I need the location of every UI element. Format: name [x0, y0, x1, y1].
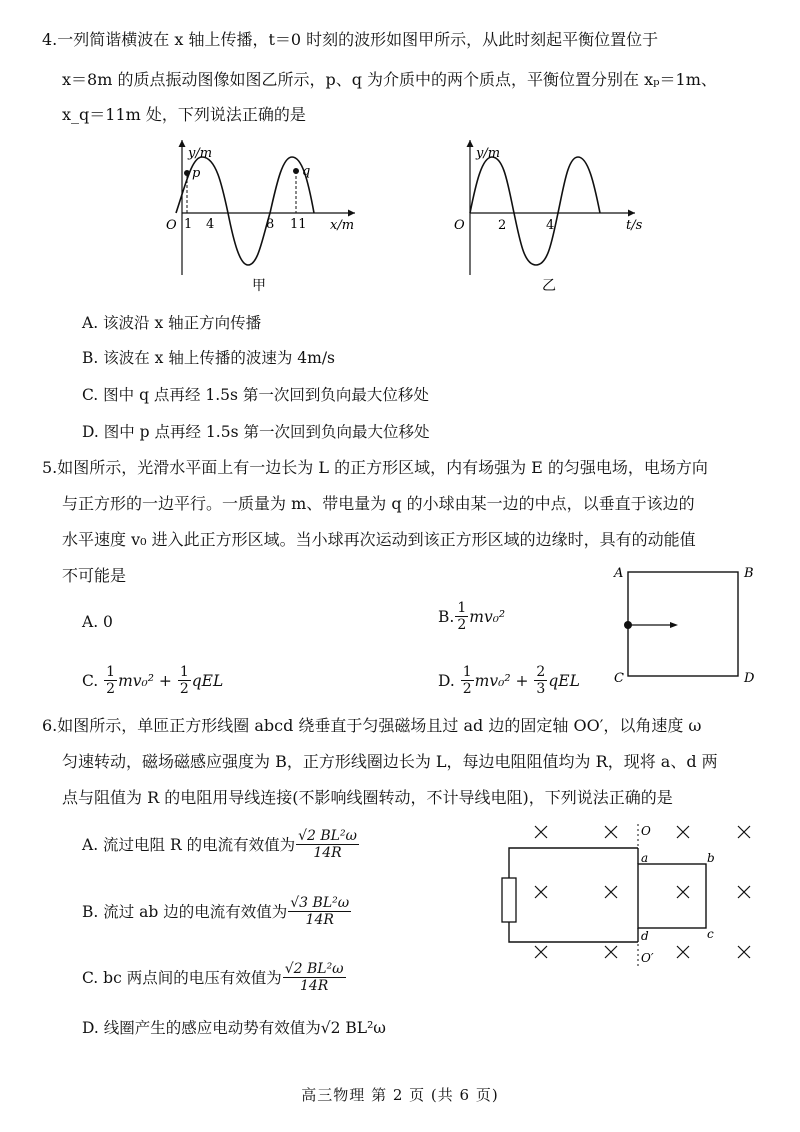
vibration-curve-yi	[470, 157, 600, 265]
q4-option-b[interactable]: B. 该波在 x 轴上传播的波速为 4m/s	[82, 349, 336, 367]
caption-jia: 甲	[252, 278, 266, 294]
q5-option-d-prefix: D.	[438, 671, 455, 690]
q6-option-c-prefix: C. bc 两点间的电压有效值为	[82, 968, 282, 987]
q5-option-d-mid: mv₀² +	[474, 671, 529, 690]
vibration-graph-yi	[450, 135, 650, 295]
q6-option-b[interactable]	[82, 895, 352, 928]
tick-4: 4	[206, 217, 215, 232]
q5-option-c[interactable]	[82, 664, 223, 697]
fraction	[455, 600, 468, 633]
denominator: 2	[462, 681, 472, 697]
q4-stem-line-3: x_q＝11m 处，下列说法正确的是	[62, 105, 306, 124]
q5-option-d[interactable]	[438, 664, 580, 697]
q4-option-a[interactable]: A. 该波沿 x 轴正方向传播	[82, 314, 262, 332]
vertex-a: a	[641, 851, 649, 865]
q5-option-a[interactable]: A. 0	[82, 613, 113, 631]
page-footer: 高三物理 第 2 页 (共 6 页)	[301, 1086, 499, 1104]
fraction	[288, 895, 351, 928]
denominator: 3	[536, 681, 546, 697]
fraction	[461, 664, 474, 697]
numerator: 1	[462, 664, 472, 680]
tick-8: 8	[266, 217, 275, 232]
fraction	[296, 828, 359, 861]
q6-option-a[interactable]	[82, 828, 360, 861]
y-axis-label-yi: y/m	[476, 146, 501, 161]
q5-stem-line-4: 不可能是	[62, 566, 127, 585]
tick-1: 1	[184, 217, 193, 232]
coil-magnetic-field-diagram	[495, 820, 775, 970]
origin-label-yi: O	[454, 218, 465, 233]
caption-yi: 乙	[542, 278, 556, 294]
denominator: 2	[106, 681, 116, 697]
vertex-b: b	[707, 851, 715, 865]
fraction	[104, 664, 117, 697]
tick-2: 2	[498, 218, 507, 233]
q5-option-d-tail: qEL	[548, 671, 580, 690]
denominator: 14R	[299, 978, 329, 994]
q6-option-d[interactable]: D. 线圈产生的感应电动势有效值为√2 BL²ω	[82, 1019, 386, 1037]
resistor-r	[502, 878, 516, 922]
numerator: 1	[179, 664, 189, 680]
origin-label-jia: O	[166, 218, 177, 233]
q6-stem-line-1: 6.如图所示，单匝正方形线圈 abcd 绕垂直于匀强磁场且过 ad 边的固定轴 OO′，以角速度 ω	[42, 716, 702, 735]
vertex-c: c	[707, 927, 714, 941]
point-p	[184, 170, 190, 176]
square-field-diagram	[612, 560, 762, 690]
denominator: 14R	[305, 912, 334, 928]
q4-stem-line-1: 4.一列简谐横波在 x 轴上传播，t＝0 时刻的波形如图甲所示，从此时刻起平衡位置位于	[42, 30, 659, 49]
point-q	[293, 168, 299, 174]
denominator: 2	[179, 681, 189, 697]
numerator: √2 BL²ω	[284, 961, 344, 977]
fraction	[178, 664, 191, 697]
q-label: q	[302, 164, 311, 179]
q6-stem-line-3: 点与阻值为 R 的电阻用导线连接(不影响线圈转动，不计导线电阻)，下列说法正确的是	[62, 788, 673, 807]
x-axis-label-yi: t/s	[626, 218, 643, 233]
q6-option-b-prefix: B. 流过 ab 边的电流有效值为	[82, 902, 288, 921]
wave-graph-jia	[150, 135, 370, 295]
y-axis-label-jia: y/m	[188, 146, 213, 161]
coil-abcd	[638, 864, 706, 928]
vertex-d: d	[641, 929, 649, 943]
numerator: √2 BL²ω	[298, 828, 357, 844]
q5-option-c-mid: mv₀² +	[118, 671, 172, 690]
p-label: p	[192, 166, 201, 181]
corner-d: D	[744, 671, 755, 686]
axis-o-label: O	[641, 824, 651, 838]
numerator: 2	[536, 664, 546, 680]
numerator: 1	[457, 600, 467, 616]
q5-option-b-prefix: B.	[438, 607, 455, 626]
numerator: 1	[106, 664, 116, 680]
q5-option-c-prefix: C.	[82, 671, 99, 690]
q5-stem-line-1: 5.如图所示，光滑水平面上有一边长为 L 的正方形区域，内有场强为 E 的匀强电场，电场方向	[42, 458, 708, 477]
tick-4-yi: 4	[546, 218, 555, 233]
x-axis-label-jia: x/m	[330, 218, 355, 233]
fraction	[534, 664, 547, 697]
corner-a: A	[614, 566, 624, 581]
corner-c: C	[614, 671, 624, 686]
q5-stem-line-3: 水平速度 v₀ 进入此正方形区域。当小球再次运动到该正方形区域的边缘时，具有的动能值	[62, 530, 696, 549]
fraction	[283, 961, 346, 994]
q4-stem-line-2: x＝8m 的质点振动图像如图乙所示，p、q 为介质中的两个质点，平衡位置分别在 xₚ＝1m、	[62, 70, 717, 89]
numerator: √3 BL²ω	[290, 895, 350, 911]
q5-option-b-tail: mv₀²	[469, 607, 506, 626]
axis-o-prime-label: O′	[641, 951, 654, 965]
q6-stem-line-2: 匀速转动，磁场磁感应强度为 B，正方形线圈边长为 L，每边电阻阻值均为 R，现将 a、d 两	[62, 752, 718, 771]
q4-option-d[interactable]: D. 图中 p 点再经 1.5s 第一次回到负向最大位移处	[82, 423, 430, 441]
q5-stem-line-2: 与正方形的一边平行。一质量为 m、带电量为 q 的小球由某一边的中点，以垂直于该边的	[62, 494, 695, 513]
tick-11: 11	[290, 217, 307, 232]
denominator: 14R	[313, 845, 342, 861]
corner-b: B	[744, 566, 754, 581]
denominator: 2	[457, 617, 467, 633]
q4-option-c[interactable]: C. 图中 q 点再经 1.5s 第一次回到负向最大位移处	[82, 386, 429, 404]
q6-option-c[interactable]	[82, 961, 347, 994]
q6-option-a-prefix: A. 流过电阻 R 的电流有效值为	[82, 835, 296, 854]
q5-option-b[interactable]	[438, 600, 505, 633]
q5-option-c-tail: qEL	[191, 671, 224, 690]
